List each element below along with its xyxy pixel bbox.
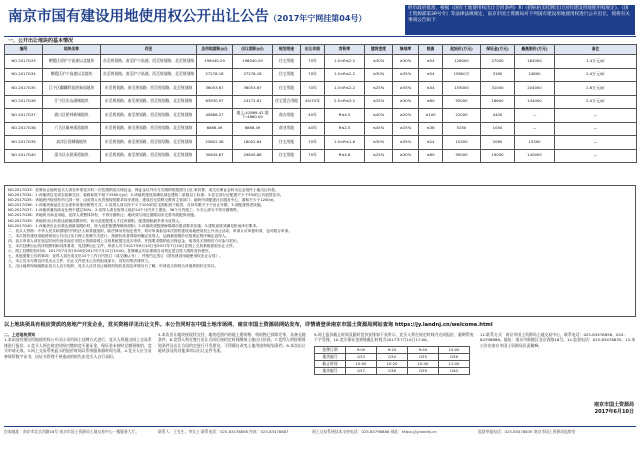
table-cell: 155000 <box>443 82 481 96</box>
table-cell: 198040.29 <box>233 55 273 69</box>
table-cell: 18002.64 <box>233 136 273 150</box>
note-line: 七、其他需要公告的事项：竞得人须在成交后10个工作日内签订《成交确认书》，并按约定签订《国有建设用地使用权出让合同》。 <box>8 254 223 259</box>
column-header: 容积率 <box>325 45 365 55</box>
table-cell: 溧水区永阳街道地块 <box>43 149 101 163</box>
column-header: 绿地率 <box>393 45 419 55</box>
table-cell: 15300 <box>515 136 555 150</box>
table-cell: NO.2017G40 <box>5 149 43 163</box>
column-header: 起始价(万元) <box>443 45 481 55</box>
table-cell: ≤25% <box>365 82 393 96</box>
table-cell: ≤36 <box>419 122 443 136</box>
table-cell: 30645.87 <box>197 149 233 163</box>
note-line: 八、本公告未尽事宜详见出让文件，出让文件是本公告的组成部分，具有同等法律效力。 <box>8 259 152 264</box>
note-line: NO.2017G34：1.该地块住宅须全装修交付，装修标准不低于1500元/㎡；2.该地块建设须满足绿色建筑二星级以上标准；3.住宅部分应配建不少于5%的公共租赁住房。 <box>8 193 284 198</box>
schedule-cell: G40 <box>439 367 470 374</box>
table-cell: 18600 <box>481 95 515 109</box>
table-cell: 六合区雄州街道地块 <box>43 122 101 136</box>
note-line: NO.2017G33：挂牌出让地块竞买人须在申请竞买时一次性缴纳竞买保证金，保证金以外币方式缴纳的按照当日汇率折算，成交后保证金转为定金抵作土地出让价款。 <box>8 188 279 192</box>
table-cell: 10300 <box>443 136 481 150</box>
note-line: NO.2017G37：1.该地块兼容商业比例不超过30%；2.竞得人须在取得土地后24个月内开工建设，36个月内竣工；3.办公部分不得分割销售。 <box>8 208 241 213</box>
note-line: NO.2017G36：1.该地块商品住宅全部采用现房销售方式；2.竞得人须自持不少于10%的住宅面积用于租赁，自持年限不少于出让年限；3.须配建养老设施。 <box>8 203 265 208</box>
footer-col-3: 网上交易系统技术支持电话：025-84798886 网址：https://jy.landnj.cn <box>312 429 437 434</box>
table-cell: ≤54 <box>419 68 443 82</box>
table-cell: 1.0<R≤2.2 <box>325 82 365 96</box>
signoff-org: 南京市国土资源局 <box>593 402 634 408</box>
schedule-cell: 10:40 <box>408 360 439 367</box>
signoff <box>544 402 634 416</box>
column-header: 保证金(万元) <box>481 45 515 55</box>
table-cell: 70年 <box>301 68 325 82</box>
table-cell: 22000 <box>443 109 481 123</box>
table-cell: 住宅用地 <box>273 136 301 150</box>
table-cell: 19000 <box>481 149 515 163</box>
page-title <box>8 4 403 30</box>
table-cell: ≥35% <box>393 136 419 150</box>
table-cell: 36053.67 <box>233 82 273 96</box>
schedule-cell: 地块编号 <box>315 353 346 360</box>
schedule-cell: G37 <box>346 367 377 374</box>
table-header-row <box>5 45 637 55</box>
column-header: 出让面积(㎡) <box>233 45 273 55</box>
table-cell: 93000 <box>443 95 481 109</box>
instructions-col-3 <box>314 332 474 424</box>
schedule-cell: 挂牌日期 <box>315 346 346 353</box>
title-subtitle: （2017年宁网挂第04号） <box>269 14 367 23</box>
table-cell: ≤54 <box>419 55 443 69</box>
table-cell: ≥30% <box>393 149 419 163</box>
table-cell: — <box>515 122 555 136</box>
table-cell: 6866.49 <box>233 122 273 136</box>
column-header: 总用地面积(㎡) <box>197 45 233 55</box>
table-cell: 1.0<R≤2.2 <box>325 55 365 69</box>
schedule-cell: G36 <box>439 353 470 360</box>
instructions-text-2: 5.本次出让地块按现状交付，地块范围内的地上建筑物、构筑物已拆除完毕，具备交地条件。6.竞得人须在签订出让合同后按约定时间缴纳土地出让价款。7.竞得人须按照规划条件及出让合同约定进行开发建设，不得擅自改变土地用途和规划条件。8.本次出让地块涉及的其他事项以出让文件为准。 <box>158 332 306 354</box>
schedule-row <box>315 367 470 374</box>
note-line: 三、本次国有建设用地使用权公开出让实行网上挂牌方式进行，按照价高者得原则确定竞得人，达到最高限价后按规定程序确定竞得人。 <box>8 233 230 238</box>
table-cell: ≤100 <box>419 109 443 123</box>
table-cell: ≤30% <box>365 136 393 150</box>
table-cell: 栖霞区原沪宁高速以北地块 <box>43 55 101 69</box>
table-cell: 东至规划路、南至规划路、西至规划路、北至规划路 <box>101 122 197 136</box>
table-cell: ≥25% <box>393 122 419 136</box>
schedule-cell: 地块编号 <box>315 367 346 374</box>
table-row <box>5 149 637 163</box>
table-cell: 40888.27 <box>197 109 233 123</box>
schedule-cell: G38 <box>377 367 408 374</box>
table-cell: 江宁区麒麟科技创新园地块 <box>43 82 101 96</box>
note-line: NO.2017G35：该地块内规划有幼儿园一所，由竞得人负责按规划要求同步建设，建成后无偿移交教育主管部门；地块内须配建社区服务中心，面积不少于1200㎡。 <box>8 198 277 203</box>
table-cell: ≤45% <box>365 122 393 136</box>
table-cell: ≤30% <box>365 55 393 69</box>
table-row <box>5 136 637 150</box>
table-cell: 住宅用地 <box>273 55 301 69</box>
schedule-cell: 9:40 <box>408 346 439 353</box>
table-cell: 95000 <box>443 149 481 163</box>
table-cell: 184000 <box>515 55 555 69</box>
table-cell: 东至规划路、南至规划路、西至规划路、北至规划路 <box>101 149 197 163</box>
table-cell: 住宅用地 <box>273 68 301 82</box>
table-cell: 1.0<R≤1.6 <box>325 136 365 150</box>
table-cell: 24172.61 <box>233 95 273 109</box>
table-cell: ≤40% <box>365 109 393 123</box>
column-header: 备注 <box>555 45 637 55</box>
parcel-table <box>4 44 637 163</box>
table-cell: 40年 <box>301 122 325 136</box>
instructions-columns <box>4 332 636 424</box>
schedule-row <box>315 360 470 367</box>
table-cell: NO.2017G36 <box>5 95 43 109</box>
column-header: 编号 <box>5 45 43 55</box>
note-line: 四、竞买申请人须在规定时间内登录南京市国土资源局网上交易系统提交竞买申请，并按要求缴纳竞买保证金，取得竞买资格后方可参与报价。 <box>8 238 241 243</box>
notes-block <box>4 185 636 317</box>
table-row <box>5 122 637 136</box>
table-cell: 31000 <box>481 82 515 96</box>
table-cell: — <box>555 136 637 150</box>
table-cell: R≤2.5 <box>325 122 365 136</box>
footer <box>4 426 636 457</box>
table-cell: 2.0万元/㎡ <box>555 95 637 109</box>
table-cell: ≤80 <box>419 149 443 163</box>
table-cell: 40/70年 <box>301 95 325 109</box>
table-cell: 24800 <box>515 68 555 82</box>
schedule-cell: 9:00 <box>346 346 377 353</box>
table-cell: ≤30% <box>365 68 393 82</box>
table-cell: 2060 <box>481 136 515 150</box>
section-title: 一、公开出让地块的基本情况 <box>8 38 74 44</box>
footer-col-1: 咨询地址：南京市北京西路18号 南京市国土资源局土地交易中心一楼服务大厅。 <box>4 429 140 434</box>
table-cell: ≤80 <box>419 95 443 109</box>
table-row <box>5 109 637 123</box>
table-cell: 住宅混合用地 <box>273 95 301 109</box>
column-header: 地块名称 <box>43 45 101 55</box>
table-cell: 4400 <box>481 109 515 123</box>
column-header: 规划用途 <box>273 45 301 55</box>
schedule-cell: 9:20 <box>377 346 408 353</box>
table-row <box>5 68 637 82</box>
schedule-cell: G39 <box>408 367 439 374</box>
table-cell: 70年 <box>301 82 325 96</box>
column-header: 最高限价(万元) <box>515 45 555 55</box>
table-cell: ≤24 <box>419 136 443 150</box>
table-cell: 1050 <box>481 122 515 136</box>
table-cell: ≥30% <box>393 55 419 69</box>
table-cell: NO.2017G38 <box>5 122 43 136</box>
table-cell: 1.4万元/㎡ <box>555 55 637 69</box>
table-cell: 东至规划路、南至规划路、西至规划路、北至规划路 <box>101 82 197 96</box>
table-cell: ≥30% <box>393 95 419 109</box>
instructions-text-4: 11.联系方式：南京市国土资源局土地交易中心，联系电话：025-83478856、025-84798886。地址：南京市鼓楼区北京西路18号。12.监督电话：025-83478835。13.本公告由南京市国土资源局负责解释。 <box>480 332 636 348</box>
table-cell: 27000 <box>481 55 515 69</box>
table-cell: — <box>555 149 637 163</box>
table-cell: ≥35% <box>393 82 419 96</box>
column-header: 四至 <box>101 45 197 55</box>
note-line: 二、竞买人资格：中华人民共和国境内外的法人和其他组织，除法律另有规定者外，均可申请参加本次国有建设用地使用权公开出让活动，申请人可单独申请，也可联合申请。 <box>8 228 292 233</box>
table-cell: ≤25% <box>365 149 393 163</box>
table-cell: ≤54 <box>419 82 443 96</box>
table-cell: — <box>555 122 637 136</box>
table-cell: NO.2017G35 <box>5 82 43 96</box>
instructions-col-2 <box>158 332 308 424</box>
table-cell: 3160 <box>481 68 515 82</box>
table-cell: 140000 <box>515 149 555 163</box>
table-cell: 126000 <box>443 55 481 69</box>
table-cell: 29645.88 <box>233 149 273 163</box>
table-cell: 东至规划路、南至规划路、西至规划路、北至规划路 <box>101 95 197 109</box>
table-cell: 144400 <box>515 95 555 109</box>
schedule-cell: 截止时间 <box>315 360 346 367</box>
note-line: NO.2017G39：该地块出让价款达到最高限价时，转为竞报配建人才住房面积，配建面积最多者为竞得人。 <box>8 218 183 223</box>
table-cell: NO.2017G34 <box>5 68 43 82</box>
table-cell: NO.2017G37 <box>5 109 43 123</box>
schedule-cell: 11:00 <box>439 360 470 367</box>
schedule-cell: 10:00 <box>346 360 377 367</box>
note-line: NO.2017G40：1.该地块出让价款达到最高限价时，转为竞报配建保障房面积；2.该地块须按照海绵城市建设要求实施；3.建筑高度须满足机场净空要求。 <box>8 223 260 228</box>
table-cell: 栖霞区沪宁高速以北地块 <box>43 68 101 82</box>
table-cell: ≤35% <box>365 95 393 109</box>
table-cell: 15800万 <box>443 68 481 82</box>
schedule-cell: 10:00 <box>439 346 470 353</box>
table-row <box>5 82 637 96</box>
header-divider <box>4 36 636 37</box>
table-cell: 204000 <box>515 82 555 96</box>
table-row <box>5 95 637 109</box>
table-cell: 36053.67 <box>197 82 233 96</box>
table-cell: 25802.38 <box>197 136 233 150</box>
table-cell: 东至规划路、南至沪宁高速、西至规划路、北至规划路 <box>101 68 197 82</box>
table-cell: 70年 <box>301 149 325 163</box>
table-cell: 199040.29 <box>197 55 233 69</box>
table-cell: 70年 <box>301 136 325 150</box>
note-line: 五、本次挂牌出让的详细资料和具体要求，见挂牌出让文件，申请人可于2017年6月10日至2017年7月10日在网上交易系统获取出让文件。 <box>8 244 237 249</box>
column-header: 限高 <box>419 45 443 55</box>
table-cell: 2.4万元/㎡ <box>555 68 637 82</box>
instructions-text-3: 9.网上报价截止时间及限时竞价安排如下表所示，竞买人须在规定时间内完成报价，逾期系统不予受理。10.竞买保证金到账截止时间为2017年7月10日17:00。 <box>314 332 474 343</box>
instructions-heading: 二、上述地块须知 <box>4 332 36 337</box>
footer-col-2: 联系人：王先生、李女士 联系电话：025-83478856 传真：025-83478887 <box>158 429 289 434</box>
table-cell: ≥35% <box>393 68 419 82</box>
table-cell: 地上:41869.42 地下:4860.00 <box>233 109 273 123</box>
notice-bar: 以上地块须具有相应资质的房地产开发企业，竞买资格详见出让文件。本公告同时在中国土地市场网、南京市国土资源局网站发布，详情请登录南京市国土资源局网站查询 https://jy.landnj.cn/welcome.html <box>4 322 493 328</box>
table-cell: 浦口区桥林新城地块 <box>43 109 101 123</box>
note-line: 九、出让地块现场踏勘由竞买人自行组织，竞买人应对出让地块的现状及周边环境自行了解，申请竞买即视为对地块现状无异议。 <box>8 264 219 269</box>
title-text: 南京市国有建设用地使用权公开出让公告 <box>8 9 269 25</box>
table-cell: 6866.49 <box>197 122 233 136</box>
schedule-cell: G34 <box>377 353 408 360</box>
schedule-row <box>315 353 470 360</box>
note-line: 六、网上挂牌报价时间：2017年7月3日9:00至2017年7月12日10:00，挂牌截止时由系统自动判定是否进入限时竞价程序。 <box>8 249 213 254</box>
schedule-cell: 10:20 <box>377 360 408 367</box>
column-header: 建筑密度 <box>365 45 393 55</box>
table-cell: ≥20% <box>393 109 419 123</box>
table-cell: 5250 <box>443 122 481 136</box>
table-cell: 1.0<R≤2.2 <box>325 68 365 82</box>
table-cell: 住宅用地 <box>273 149 301 163</box>
table-cell: 商办用地 <box>273 109 301 123</box>
table-cell: R≤4.8 <box>325 149 365 163</box>
footer-col-4: 监督举报电话：025-83478835 南京市国土资源局监察室 <box>478 429 576 434</box>
table-cell: — <box>515 109 555 123</box>
table-cell: NO.2017G39 <box>5 136 43 150</box>
table-cell: 63930.97 <box>197 95 233 109</box>
schedule-cell: G35 <box>408 353 439 360</box>
instructions-col-1 <box>4 332 152 424</box>
table-cell: 江宁区东山副城地块 <box>43 95 101 109</box>
instructions-text-1: 1.本次国有建设用地使用权公开出让采用网上挂牌方式进行，竞买人须通过网上交易系统进行报价。2.竞买人须在规定时间内缴纳竞买保证金，保证金未按时足额到账的，竞买申请无效。3.网上交易系统显示的报价时间以系统服务器时间为准。4.竞买人应当妥善保管数字证书，因证书管理不善造成的损失由竞买人自行承担。 <box>4 337 152 359</box>
table-cell: 东至规划路、南至规划路、西至规划路、北至规划路 <box>101 109 197 123</box>
table-cell: 高淳区固城镇地块 <box>43 136 101 150</box>
table-cell: R≤4.5 <box>325 109 365 123</box>
schedule-table <box>314 346 470 375</box>
table-cell: 2.6万元/㎡ <box>555 82 637 96</box>
table-cell: — <box>555 109 637 123</box>
table-body <box>5 55 637 163</box>
schedule-row <box>315 346 470 353</box>
table-cell: 住宅用地 <box>273 82 301 96</box>
schedule-cell: G33 <box>346 353 377 360</box>
table-cell: 27278.18 <box>233 68 273 82</box>
table-cell: 40年 <box>301 109 325 123</box>
table-cell: 东至规划路、南至规划路、西至规划路、北至规划路 <box>101 136 197 150</box>
table-row <box>5 55 637 69</box>
table-cell: 70年 <box>301 55 325 69</box>
intro-box: 经市政府批准，根据《国有土地使用权出让合同条例》和《招标拍卖挂牌出让国有建设用地使用权规定》、《国土资源部第39号令》等法律法规规定，南京市国土资源局对下列国有建设用地使用权进行公开出让，现将有关事项公告如下： <box>405 5 635 35</box>
note-line: NO.2017G38：该地块为商业用地，竞得人须整体持有，不得分割转让；地块须与周边道路同步完善市政配套设施。 <box>8 213 198 218</box>
table-cell: 2.5<R≤3.2 <box>325 95 365 109</box>
column-header: 出让年限 <box>301 45 325 55</box>
table-cell: 商业用地 <box>273 122 301 136</box>
table-cell: NO.2017G33 <box>5 55 43 69</box>
header <box>0 0 640 36</box>
table-cell: 27278.18 <box>197 68 233 82</box>
table-cell: 东至规划路、南至沪宁高速、西至规划路、北至规划路 <box>101 55 197 69</box>
signoff-date: 2017年6月10日 <box>594 409 634 415</box>
